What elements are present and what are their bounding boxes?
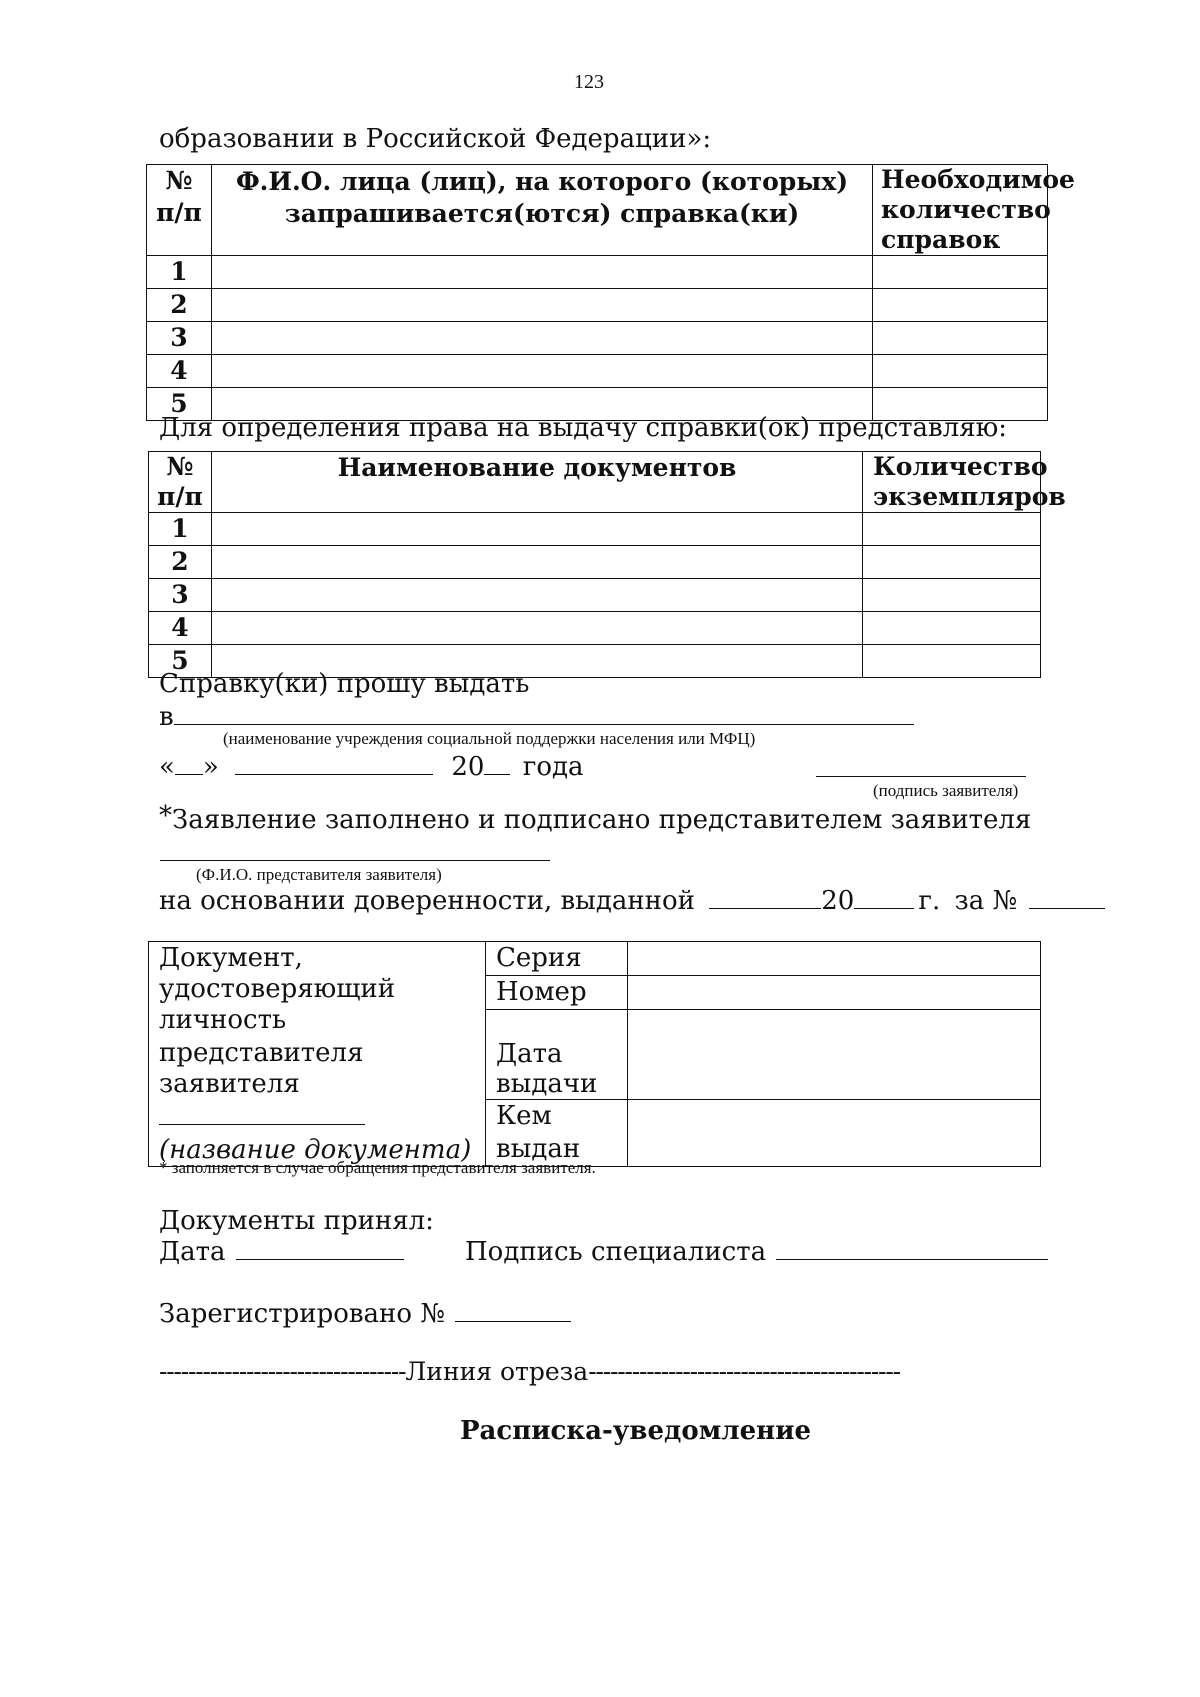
applicant-signature-caption: (подпись заявителя) <box>873 781 1019 800</box>
receipt-title: Расписка-уведомление <box>460 1416 812 1446</box>
id-doc-line: личность представителя <box>159 1005 364 1068</box>
copies-cell[interactable] <box>863 612 1041 645</box>
copies-cell[interactable] <box>863 546 1041 579</box>
certificate-request-table <box>146 164 1075 421</box>
number-field[interactable] <box>628 976 1041 1010</box>
row-number: 2 <box>149 546 212 579</box>
row-number: 3 <box>147 322 212 355</box>
specialist-signature-label: Подпись специалиста <box>465 1237 767 1267</box>
row-number: 2 <box>147 289 212 322</box>
row-number: 1 <box>149 513 212 546</box>
qty-cell[interactable] <box>873 289 1048 322</box>
qty-cell[interactable] <box>873 256 1048 289</box>
row-number: 4 <box>149 612 212 645</box>
representative-note-text: Заявление заполнено и подписано представителем заявителя <box>172 805 1032 835</box>
row-number: 5 <box>149 645 212 678</box>
day-field[interactable] <box>175 750 203 775</box>
series-field[interactable] <box>628 942 1041 976</box>
fio-cell[interactable] <box>212 256 873 289</box>
year-field[interactable] <box>484 750 510 775</box>
row-number: 1 <box>147 256 212 289</box>
applicant-signature-field[interactable] <box>816 776 1026 777</box>
fio-cell[interactable] <box>212 289 873 322</box>
id-document-cell <box>149 942 486 1167</box>
id-doc-line: заявителя <box>159 1069 300 1099</box>
poa-year-prefix: 20 <box>821 886 855 916</box>
fio-cell[interactable] <box>212 322 873 355</box>
accepted-date-label: Дата <box>159 1237 226 1267</box>
fio-cell[interactable] <box>212 355 873 388</box>
cut-line-right: ------------------------------------------- <box>588 1357 900 1386</box>
series-label: Серия <box>486 942 628 976</box>
submitted-documents-table <box>148 451 1066 678</box>
issue-in-label: в <box>159 702 174 732</box>
id-doc-line: удостоверяющий <box>159 974 396 1004</box>
doc-name-cell[interactable] <box>212 579 863 612</box>
representative-note <box>159 800 1031 836</box>
representative-fio-caption: (Ф.И.О. представителя заявителя) <box>196 865 442 884</box>
row-number: 5 <box>147 388 212 421</box>
copies-cell[interactable] <box>863 645 1041 678</box>
poa-number-field[interactable] <box>1029 884 1105 909</box>
institution-caption: (наименование учреждения социальной поддержки населения или МФЦ) <box>223 729 756 748</box>
accepted-date-row <box>159 1235 404 1268</box>
accepted-title: Документы принял: <box>159 1206 434 1236</box>
institution-field[interactable] <box>174 700 914 725</box>
intro-line: образовании в Российской Федерации»: <box>159 124 712 154</box>
close-quote: » <box>202 752 219 782</box>
issue-date-field[interactable] <box>628 1010 1041 1100</box>
specialist-signature-row <box>465 1235 1048 1268</box>
col-name-header: Наименование документов <box>212 452 863 513</box>
number-label: Номер <box>486 976 628 1010</box>
registered-number-field[interactable] <box>455 1297 571 1322</box>
poa-date-field[interactable] <box>709 884 821 909</box>
id-doc-line: Документ, <box>159 943 303 973</box>
col-num-header: № п/п <box>149 452 212 513</box>
copies-cell[interactable] <box>863 513 1041 546</box>
id-doc-name-field[interactable] <box>159 1102 365 1125</box>
footnote-asterisk: * <box>159 801 172 831</box>
poa-za: за № <box>954 886 1018 916</box>
cut-line <box>159 1356 900 1388</box>
issued-by-field[interactable] <box>628 1100 1041 1167</box>
doc-name-cell[interactable] <box>212 546 863 579</box>
specialist-signature-field[interactable] <box>776 1235 1048 1260</box>
row-number: 3 <box>149 579 212 612</box>
representative-fio-field[interactable] <box>160 860 550 861</box>
footnote: * заполняется в случае обращения представителя заявителя. <box>159 1158 596 1177</box>
qty-cell[interactable] <box>873 355 1048 388</box>
col-num-header: № п/п <box>147 165 212 256</box>
page-number: 123 <box>574 71 604 93</box>
issued-by-label: Кем выдан <box>486 1100 628 1167</box>
doc-name-cell[interactable] <box>212 513 863 546</box>
registered-row <box>159 1297 571 1330</box>
row-number: 4 <box>147 355 212 388</box>
copies-cell[interactable] <box>863 579 1041 612</box>
docs-intro: Для определения права на выдачу справки(ок) представляю: <box>159 413 1007 443</box>
registered-label: Зарегистрировано № <box>159 1299 445 1329</box>
month-field[interactable] <box>235 750 433 775</box>
issue-line: Справку(ки) прошу выдать <box>159 669 530 699</box>
poa-year-field[interactable] <box>854 884 914 909</box>
cut-line-label: Линия отреза <box>405 1357 589 1386</box>
qty-cell[interactable] <box>873 322 1048 355</box>
cut-line-left: ---------------------------------- <box>159 1357 406 1386</box>
year-prefix: 20 <box>451 752 485 782</box>
col-fio-header: Ф.И.О. лица (лиц), на которого (которых) запрашивается(ются) справка(ки) <box>212 165 873 256</box>
col-qty-header: Количество экземпляров <box>863 452 1041 513</box>
doc-name-cell[interactable] <box>212 612 863 645</box>
date-row <box>159 750 584 783</box>
year-word: года <box>522 752 584 782</box>
representative-id-table <box>148 941 1041 1167</box>
poa-g: г. <box>918 886 941 916</box>
id-doc-name-row <box>159 1068 485 1134</box>
col-qty-header: Необходимое количество справок <box>873 165 1048 256</box>
id-doc-caption: (название документа) <box>159 1135 472 1165</box>
power-of-attorney-row <box>159 884 1105 917</box>
accepted-date-field[interactable] <box>236 1235 404 1260</box>
poa-prefix: на основании доверенности, выданной <box>159 886 695 916</box>
open-quote: « <box>159 752 175 782</box>
issue-date-label: Дата выдачи <box>486 1010 628 1100</box>
